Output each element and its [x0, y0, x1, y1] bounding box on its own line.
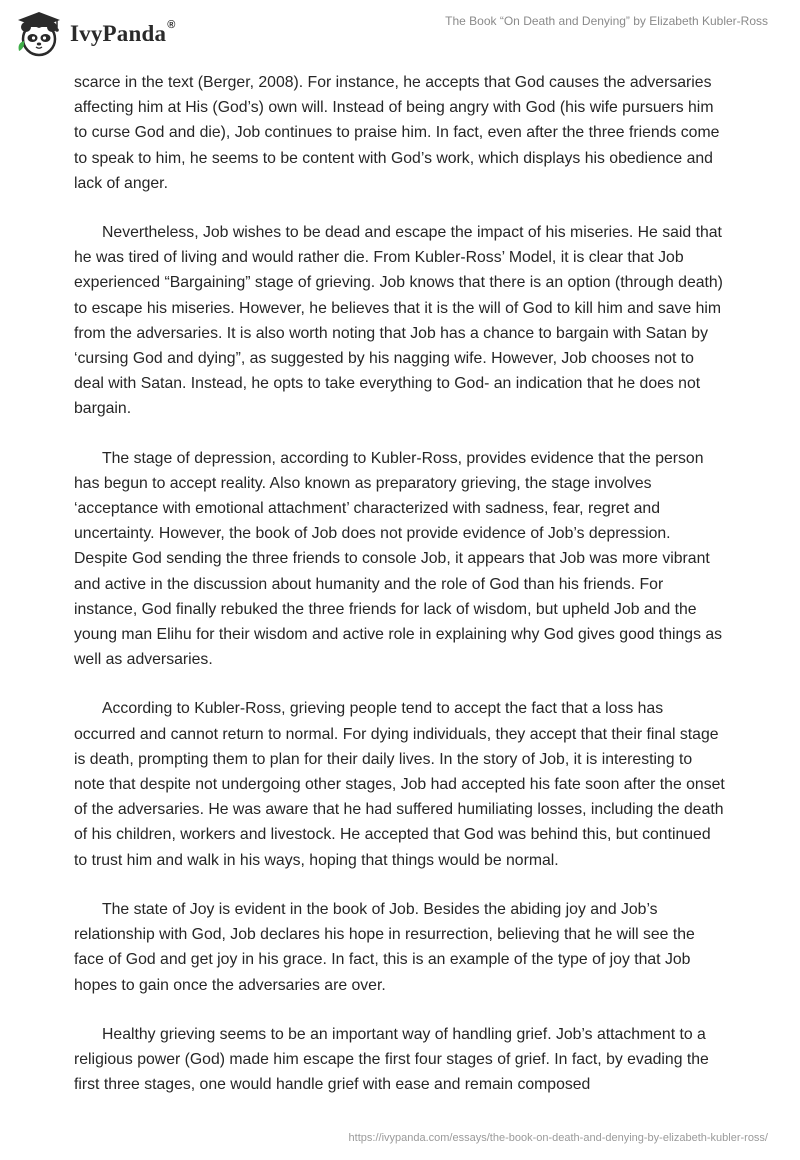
- brand-logo[interactable]: [14, 9, 176, 59]
- document-title: The Book “On Death and Denying” by Elizabeth Kubler-Ross: [445, 14, 768, 28]
- source-url-link[interactable]: https://ivypanda.com/essays/the-book-on-death-and-denying-by-elizabeth-kubler-ross/: [348, 1132, 768, 1144]
- paragraph: The stage of depression, according to Kubler-Ross, provides evidence that the person has begun to accept reality. Also known as preparatory grieving, the stage involves ‘acceptance with emotional attachment’ characterized with sadness, fear, regret and uncertainty. However, the book of Job does not provide evidence of Job’s depression. Despite God sending the three friends to console Job, it appears that Job was more vibrant and active in the discussion about humanity and the role of God than his friends. For instance, God finally rebuked the three friends for lack of wisdom, but upheld Job and the young man Elihu for their wisdom and active role in explaining why God gives good things as well as adversaries.: [74, 449, 723, 669]
- brand-name: IvyPanda®: [70, 19, 176, 46]
- panda-graduate-icon: [14, 9, 64, 59]
- paragraph: scarce in the text (Berger, 2008). For instance, he accepts that God causes the adversaries affecting him at His (God’s) own will. Instead of being angry with God (his wife pursuers him to curse God and die), Job continues to praise him. In fact, even after the three friends come to speak to him, he seems to be content with God’s work, which displays his obedience and lack of anger.: [74, 74, 720, 192]
- page-header: [0, 0, 800, 70]
- paragraph: The state of Joy is evident in the book of Job. Besides the abiding joy and Job’s relationship with God, Job declares his hope in resurrection, believing that he will see the face of God and get joy in his grace. In fact, this is an example of the type of joy that Job hopes to gain once the adversaries are over.: [74, 900, 695, 994]
- essay-body: [74, 70, 726, 1121]
- paragraph: Nevertheless, Job wishes to be dead and escape the impact of his miseries. He said that he was tired of living and would rather die. From Kubler-Ross’ Model, it is clear that Job experienced “Bargaining” stage of grieving. Job knows that there is an option (through death) to escape his miseries. However, he believes that it is the will of God to kill him and save him from the adversaries. It is also worth noting that Job has a chance to bargain with Satan by ‘cursing God and dying”, as suggested by his nagging wife. However, Job chooses not to deal with Satan. Instead, he opts to take everything to God- an indication that he does not bargain.: [74, 224, 723, 418]
- paragraph: Healthy grieving seems to be an important way of handling grief. Job’s attachment to a religious power (God) made him escape the first four stages of grief. In fact, by evading the first three stages, one would handle grief with ease and remain composed: [74, 1025, 709, 1094]
- paragraph: According to Kubler-Ross, grieving people tend to accept the fact that a loss has occurred and cannot return to normal. For dying individuals, they accept that their final stage is death, prompting them to plan for their daily lives. In the story of Job, it is interesting to note that despite not undergoing other stages, Job had accepted his fate soon after the onset of the adversaries. He was aware that he had suffered humiliating losses, including the death of his children, workers and livestock. He accepted that God was behind this, but continued to trust him and walk in his ways, hoping that things would be normal.: [74, 700, 725, 869]
- registered-mark: ®: [167, 19, 176, 31]
